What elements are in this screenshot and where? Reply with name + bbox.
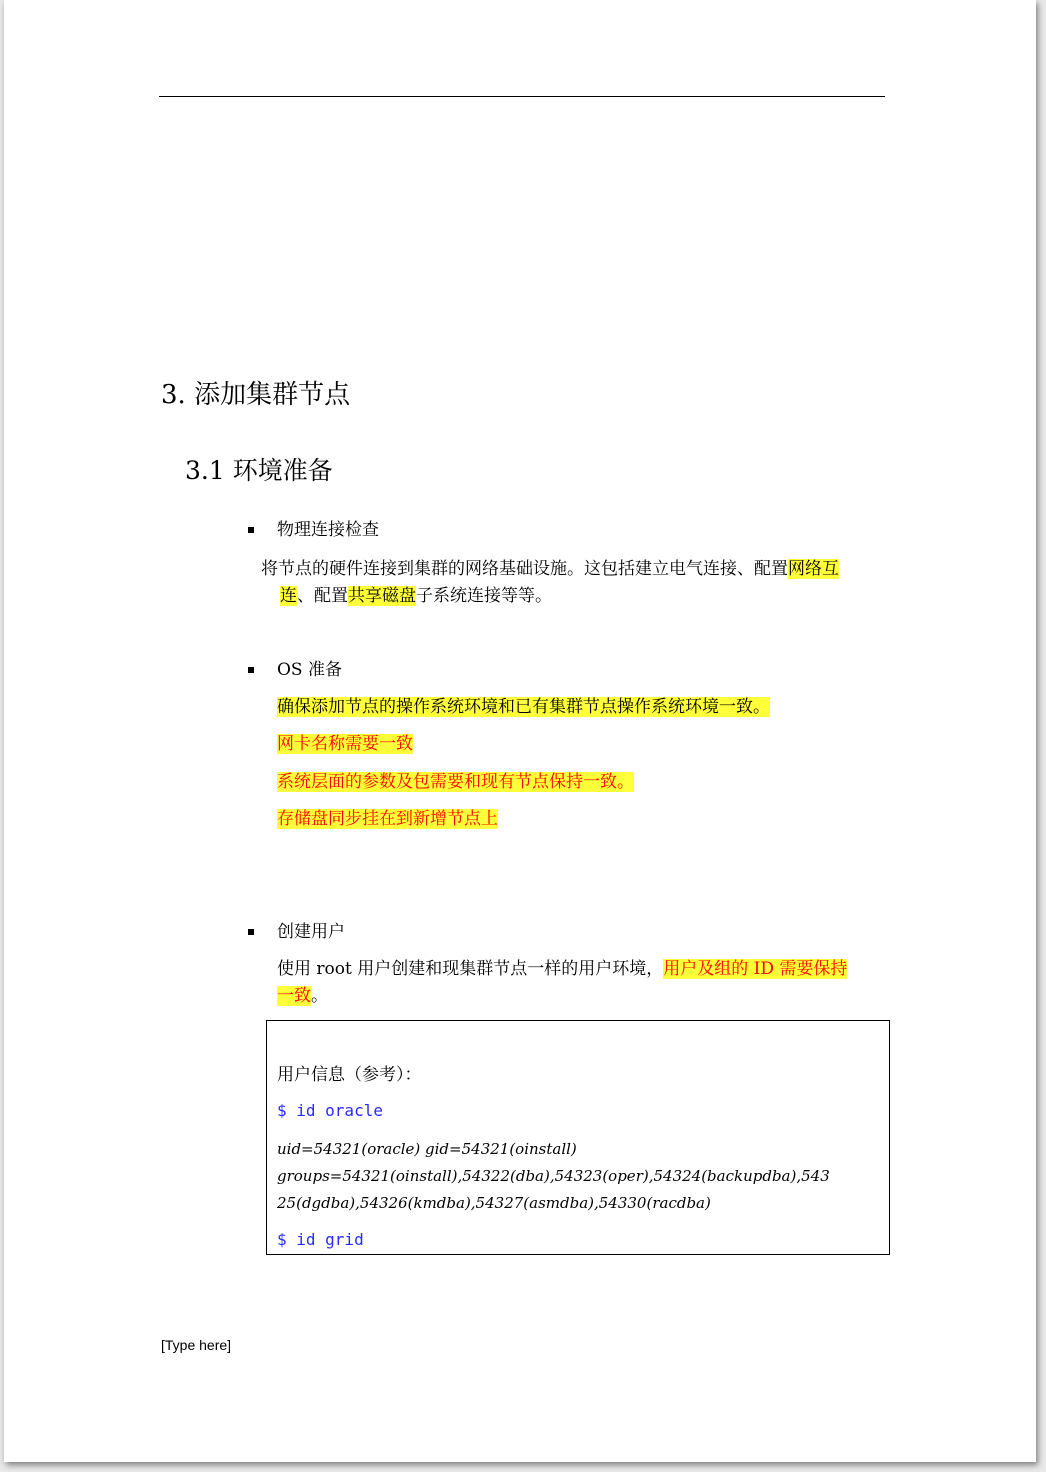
physical-line1-highlight: 网络互 [788,559,839,579]
user-line2-highlight: 一致 [277,986,311,1006]
user-line1 [277,955,847,983]
bullet-icon [248,929,254,935]
physical-line2-mid: 、配置 [297,586,348,606]
code-output-line3: 25(dgdba),54326(kmdba),54327(asmdba),54330(racdba) [277,1194,711,1212]
os-title: OS 准备 [277,660,342,680]
physical-title: 物理连接检查 [277,520,379,540]
subsection-heading: 3.1 环境准备 [185,456,333,485]
user-line2-tail: 。 [311,986,328,1006]
bullet-icon [248,527,254,533]
section-heading: 3. 添加集群节点 [161,380,351,410]
physical-line1-plain: 将节点的硬件连接到集群的网络基础设施。这包括建立电气连接、配置 [261,559,788,579]
os-item-2: 网卡名称需要一致 [277,734,413,754]
user-line1-highlight: 用户及组的 ID 需要保持 [663,959,848,979]
physical-line2-highlight2: 共享磁盘 [348,586,416,606]
code-output-line1: uid=54321(oracle) gid=54321(oinstall) [277,1140,577,1158]
user-title: 创建用户 [277,922,345,942]
physical-line2-tail: 子系统连接等等。 [416,586,552,606]
user-line2 [277,982,328,1010]
os-item-4: 存储盘同步挂在到新增节点上 [277,809,498,829]
code-command-oracle: $ id oracle [277,1101,383,1120]
physical-line2 [280,582,552,610]
document-page [4,0,1036,1462]
bullet-icon [248,667,254,673]
user-line1-plain: 使用 root 用户创建和现集群节点一样的用户环境， [277,959,664,979]
physical-line2-highlight1: 连 [280,586,297,606]
os-item-1: 确保添加节点的操作系统环境和已有集群节点操作系统环境一致。 [277,697,770,717]
code-label: 用户信息（参考）： [277,1065,422,1085]
code-command-grid: $ id grid [277,1230,364,1249]
header-rule [159,96,885,97]
code-output-line2: groups=54321(oinstall),54322(dba),54323(oper),54324(backupdba),543 [277,1167,830,1185]
footer-placeholder[interactable]: [Type here] [161,1337,232,1353]
physical-line1 [261,555,839,583]
os-item-3: 系统层面的参数及包需要和现有节点保持一致。 [277,772,634,792]
